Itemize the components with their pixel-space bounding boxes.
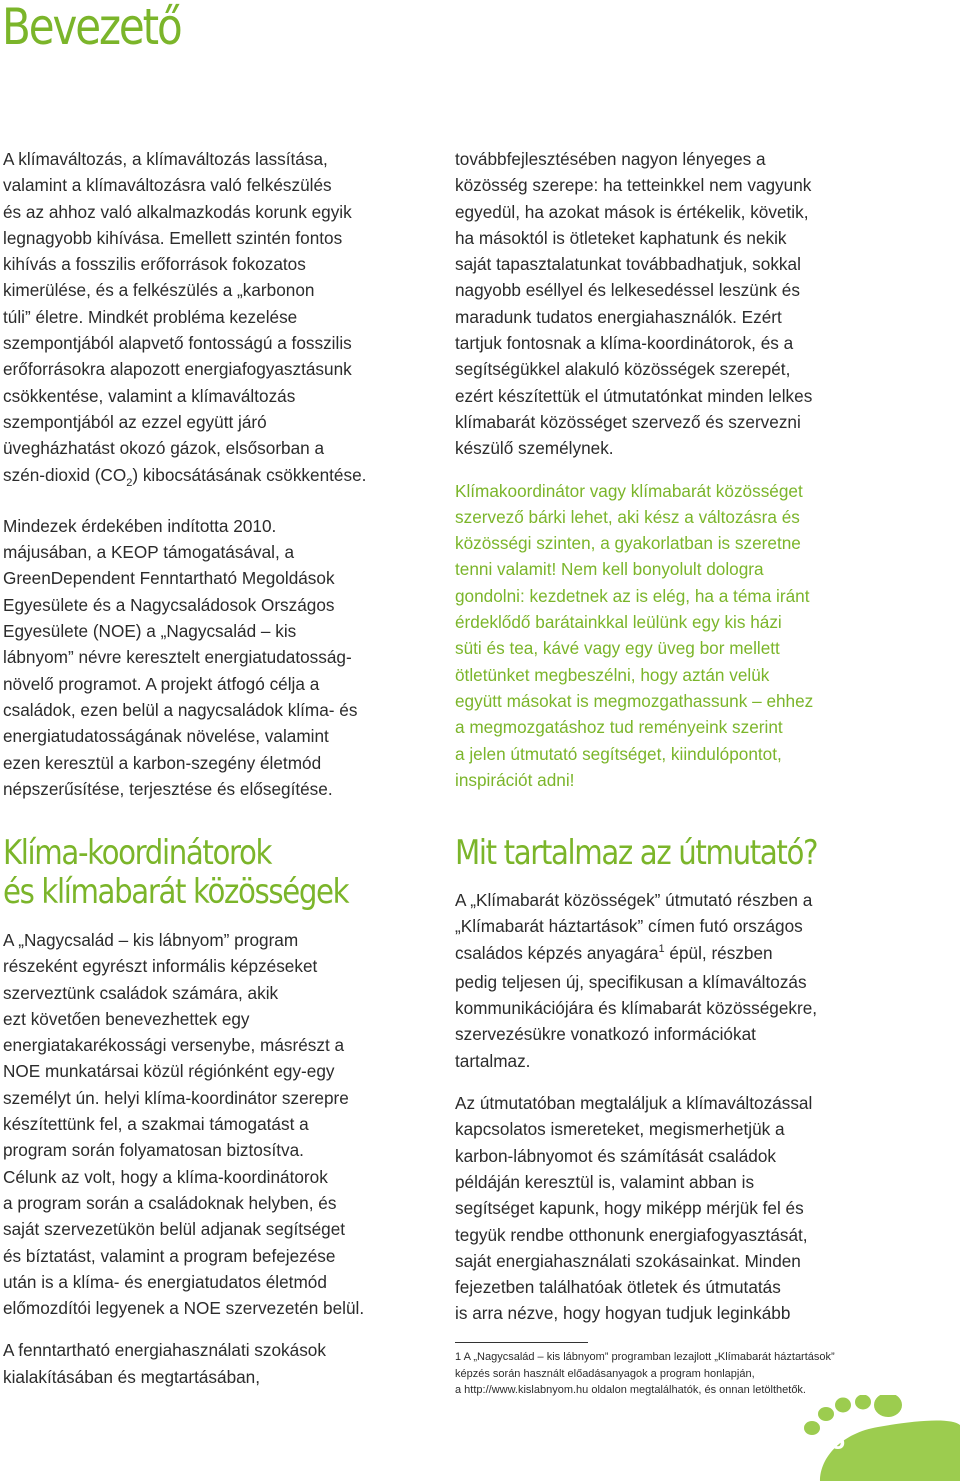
paragraph-line: kapcsolatos ismereteket, megismerhetjük a — [455, 1119, 785, 1140]
paragraph-line: és bíztatást, valamint a program befejezése — [3, 1245, 336, 1266]
paragraph-line: Egyesülete és a Nagycsaládosok Országos — [3, 594, 335, 615]
paragraph-line: részeként egyrészt informális képzéseket — [3, 956, 318, 977]
section-heading-line: Klíma-koordinátorok — [3, 833, 272, 873]
highlight-line: ötletünket megbeszélni, hogy aztán velük — [455, 664, 770, 685]
paragraph-line: lábnyom” névre keresztelt energiatudatosság- — [3, 647, 352, 668]
paragraph-line: is arra nézve, hogy hogyan tudjuk leginkább — [455, 1303, 791, 1324]
paragraph-line: Célunk az volt, hogy a klíma-koordinátorok — [3, 1166, 328, 1187]
highlight-line: tenni valamit! Nem kell bonyolult dologra — [455, 559, 764, 580]
intro-right-column — [455, 146, 865, 793]
paragraph-line: túli” életre. Mindkét probléma kezelése — [3, 306, 298, 327]
paragraph-line: Mindezek érdekében indította 2010. — [3, 515, 277, 536]
co2-subscript: 2 — [126, 476, 133, 489]
paragraph-line: segítséget kapunk, hogy miképp mérjük fel és — [455, 1198, 804, 1219]
paragraph-line: A klímaváltozás, a klímaváltozás lassítása, — [3, 149, 328, 169]
footprint-icon — [780, 1395, 960, 1481]
highlight-line: közösségi szinten, a gyakorlatban is szeretne — [455, 533, 801, 554]
paragraph-line: A fenntartható energiahasználati szokások — [3, 1340, 326, 1361]
highlight-line: inspirációt adni! — [455, 769, 575, 790]
paragraph-line: kihívás a fosszilis erőforrások fokozatos — [3, 254, 306, 275]
paragraph-line: és az ahhoz való alkalmazkodás korunk egyik — [3, 201, 352, 222]
highlight-line: gondolni: kezdetnek az is elég, ha a téma iránt — [455, 585, 810, 606]
page-number: 5 — [831, 1427, 845, 1455]
paragraph-line: fejezetben találhatóak ötletek és útmutatás — [455, 1277, 781, 1298]
paragraph-line: pedig teljesen új, specifikusan a klímaváltozás — [455, 971, 807, 992]
paragraph-line — [455, 940, 865, 969]
paragraph-line: készítettünk fel, a szakmai támogatást a — [3, 1114, 309, 1135]
highlight-line: a megmozgatáshoz tud reményeink szerint — [455, 717, 783, 738]
paragraph-line: „Klímabarát háztartások” címen futó országos — [455, 916, 803, 937]
coordinators-column — [3, 927, 423, 1390]
paragraph-line: A „Nagycsalád – kis lábnyom” program — [3, 930, 299, 950]
co2-text-b: ) kibocsátásának csökkentése. — [132, 464, 367, 485]
paragraph-line: ha másoktól is ötleteket kaphatunk és nekik — [455, 227, 787, 248]
paragraph-line: családok, ezen belül a nagycsaládok klíma- és — [3, 699, 358, 720]
paragraph-line: csökkentése, valamint a klímaváltozás — [3, 385, 296, 406]
paragraph-line: energiatudatosságának növelése, valamint — [3, 726, 329, 747]
paragraph-line: Egyesülete (NOE) a „Nagycsalád – kis — [3, 621, 297, 642]
paragraph-line: saját szervezetükön belül adjanak segítséget — [3, 1219, 346, 1240]
footnote-line: a http://www.kislabnyom.hu oldalon megtalálhatók, és onnan letölthetők. — [455, 1384, 806, 1396]
highlight-line: érdeklődő barátainkkal leülünk egy kis házi — [455, 612, 782, 633]
toe-3 — [835, 1398, 851, 1413]
paragraph-line: program során folyamatosan biztosítva. — [3, 1140, 304, 1161]
paragraph-line: A „Klímabarát közösségek” útmutató részben a — [455, 890, 813, 910]
footnote-divider — [455, 1342, 588, 1343]
paragraph-line: energiatakarékossági versenybe, másrészt a — [3, 1035, 345, 1056]
paragraph-line: kimerülése, és a felkészülés a „karbonon — [3, 280, 315, 301]
paragraph-line: ezen keresztül a karbon-szegény életmód — [3, 752, 322, 773]
paragraph-line: erőforrásokra alapozott energiafogyasztásunk — [3, 359, 352, 380]
paragraph-line: a program során a családoknak helyben, és — [3, 1192, 337, 1213]
paragraph-line: szempontjából az ezzel együtt járó — [3, 411, 267, 432]
paragraph-line: májusában, a KEOP támogatásával, a — [3, 542, 295, 563]
paragraph-line: valamint a klímaváltozásra való felkészülés — [3, 175, 332, 196]
paragraph-line: ezt követően benevezhettek egy — [3, 1008, 250, 1029]
paragraph-line: szervezésükre vonatkozó információkat — [455, 1024, 756, 1045]
page-title: Bevezető — [2, 0, 181, 56]
paragraph-line: szerveztünk családok számára, akik — [3, 982, 279, 1003]
toe-5 — [874, 1395, 902, 1417]
paragraph-line: közösség szerepe: ha tetteinkkel nem vagyunk — [455, 175, 812, 196]
paragraph-line: üvegházhatást okozó gázok, elsősorban a — [3, 438, 325, 459]
intro-left-column — [3, 146, 423, 802]
paragraph-line: saját tapasztalatunkat továbbadhatjuk, sokkal — [455, 254, 801, 275]
paragraph-line: egyedül, ha azokat mások is értékelik, követik, — [455, 201, 809, 222]
paragraph-line: maradunk tudatos energiahasználók. Ezért — [455, 306, 782, 327]
highlight-line: Klímakoordinátor vagy klímabarát közösséget — [455, 480, 803, 501]
paragraph-line: tartjuk fontosnak a klíma-koordinátorok, és a — [455, 333, 794, 354]
contents-column — [455, 887, 865, 1327]
paragraph-line: legnagyobb kihívása. Emellett szintén fontos — [3, 227, 343, 248]
paragraph-line — [3, 462, 423, 491]
toe-4 — [855, 1395, 871, 1410]
paragraph-line: népszerűsítése, terjesztése és elősegítése. — [3, 778, 333, 799]
paragraph-line: tegyük rendbe otthonunk energiafogyasztását, — [455, 1224, 808, 1245]
paragraph-line: után is a klíma- és energiatudatos életmód — [3, 1271, 327, 1292]
footnote-line: 1 A „Nagycsalád – kis lábnyom” programban lezajlott „Klímabarát háztartások” — [455, 1351, 835, 1363]
paragraph-line: klímabarát közösséget szervező és szervezni — [455, 411, 801, 432]
toe-2 — [818, 1407, 834, 1421]
footnote — [455, 1349, 875, 1399]
paragraph-line: előmozdítói legyenek a NOE szervezetén belül. — [3, 1298, 365, 1319]
paragraph-line: tartalmaz. — [455, 1050, 531, 1071]
paragraph-line: készülő személynek. — [455, 438, 614, 459]
paragraph-line: karbon-lábnyomot és számítását családok — [455, 1145, 776, 1166]
paragraph-line: NOE munkatársai közül régiónként egy-egy — [3, 1061, 335, 1082]
paragraph-line: kialakításában és megtartásában, — [3, 1366, 261, 1387]
section-heading-line: Mit tartalmaz az útmutató? — [455, 833, 818, 873]
paragraph-line: ezért készítettük el útmutatónkat minden lelkes — [455, 385, 813, 406]
paragraph-line: kommunikációjára és klímabarát közösségekre, — [455, 998, 818, 1019]
highlight-line: szervező bárki lehet, aki kész a változásra és — [455, 506, 800, 527]
paragraph-line: saját energiahasználati szokásainkat. Minden — [455, 1250, 801, 1271]
highlight-line: süti és tea, kávé vagy egy üveg bor mellett — [455, 638, 780, 659]
highlight-line: együtt másokat is megmozgathassunk – ehhez — [455, 690, 814, 711]
footnote-marker: 1 — [658, 942, 665, 955]
paragraph-line: továbbfejlesztésében nagyon lényeges a — [455, 149, 766, 169]
paragraph-line: nagyobb eséllyel és lelkesedéssel leszünk és — [455, 280, 800, 301]
paragraph-line: szempontjából alapvető fontosságú a fosszilis — [3, 333, 352, 354]
paragraph-line: Az útmutatóban megtaláljuk a klímaváltozással — [455, 1093, 813, 1114]
highlight-line: a jelen útmutató segítséget, kiindulópontot, — [455, 743, 782, 764]
footnote-ref-text-after: épül, részben — [664, 942, 773, 963]
paragraph-line: példáján keresztül is, valamint abban is — [455, 1171, 755, 1192]
section-heading-contents — [455, 834, 876, 873]
paragraph-line: segítségükkel alakuló közösségek szerepét, — [455, 359, 791, 380]
toe-1 — [804, 1421, 820, 1435]
section-heading-coordinators — [3, 834, 404, 912]
paragraph-line: növelő programot. A projekt átfogó célja a — [3, 673, 320, 694]
paragraph-line: személyt ún. helyi klíma-koordinátor szerepre — [3, 1087, 349, 1108]
paragraph-line: GreenDependent Fenntartható Megoldások — [3, 568, 335, 589]
section-heading-line: és klímabarát közösségek — [3, 872, 349, 912]
footnote-line: képzés során használt előadásanyagok a program honlapján, — [455, 1367, 755, 1380]
co2-text-a: szén-dioxid (CO — [3, 464, 127, 485]
footnote-ref-text: családos képzés anyagára — [455, 942, 659, 963]
